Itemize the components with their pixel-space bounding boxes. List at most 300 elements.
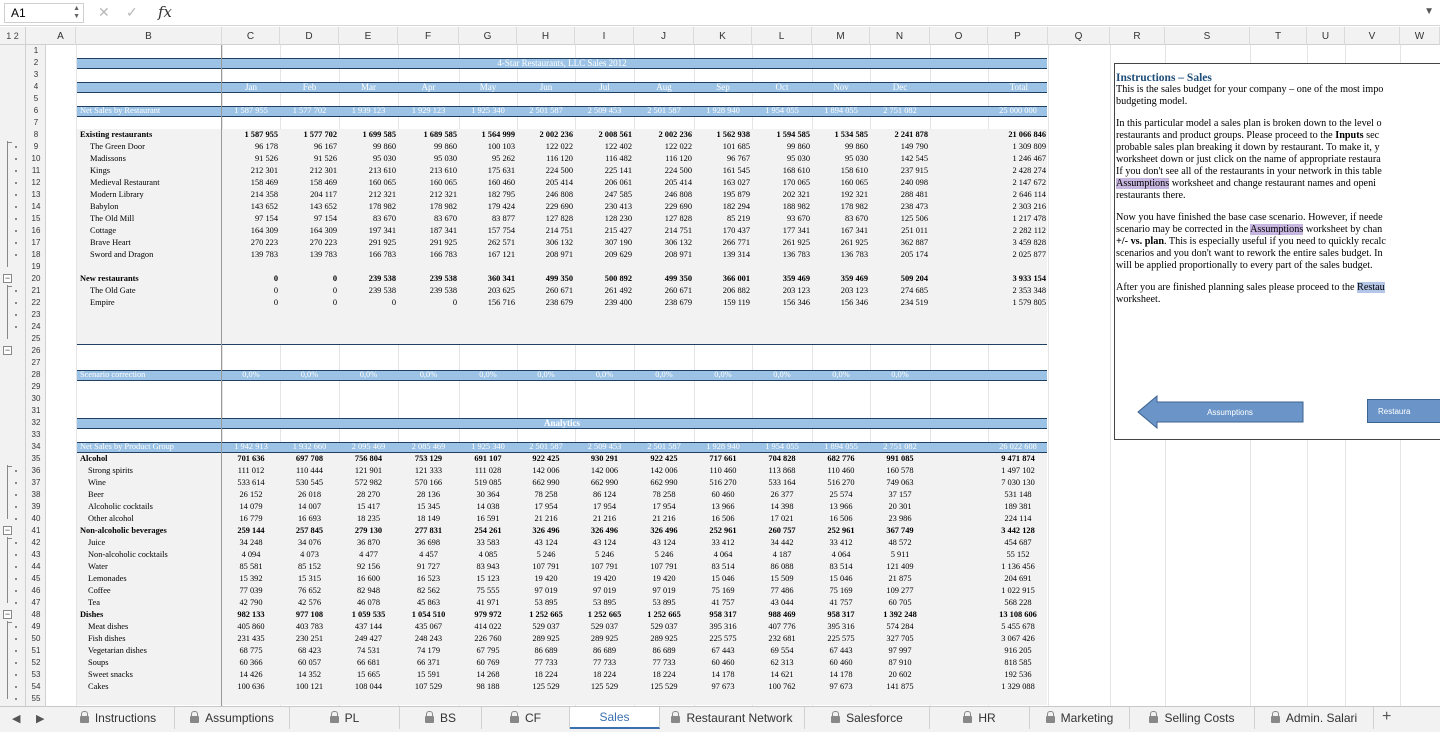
col-header-r[interactable]: R	[1110, 27, 1165, 45]
cell-value[interactable]: 1 252 665	[587, 610, 622, 619]
cell-value[interactable]: 1 954 055	[765, 106, 799, 115]
product-row[interactable]	[46, 645, 1440, 657]
cell-value[interactable]: 99 860	[844, 142, 868, 151]
row-header[interactable]: 52	[31, 658, 41, 667]
row-header[interactable]: 8	[33, 130, 39, 139]
row-header[interactable]: 18	[31, 250, 41, 259]
row-header[interactable]: 5	[33, 94, 39, 103]
sheet-tab-marketing[interactable]	[1030, 707, 1130, 729]
col-header-f[interactable]: F	[398, 27, 459, 45]
cell-value[interactable]: 13 966	[829, 502, 853, 511]
cell-value[interactable]: 3 442 128	[1001, 526, 1035, 535]
cell-value[interactable]: 988 469	[768, 610, 796, 619]
cell-value[interactable]: 1 939 123	[351, 106, 386, 115]
cell-value[interactable]: 239 538	[429, 274, 457, 283]
cell-value[interactable]: 17 954	[652, 502, 676, 511]
cell-value[interactable]: 99 860	[372, 142, 396, 151]
cell-value[interactable]: 21 216	[534, 514, 558, 523]
cell-value[interactable]: 25 000 000	[999, 106, 1037, 115]
cell-value[interactable]: 158 469	[309, 178, 337, 187]
row-header[interactable]: 47	[31, 598, 41, 607]
sheet-tab-admin-salari[interactable]	[1255, 707, 1374, 729]
cell-value[interactable]: 14 178	[829, 670, 853, 679]
cell-value[interactable]: 97 673	[829, 682, 853, 691]
cell-value[interactable]: 87 910	[888, 658, 912, 667]
cell-value[interactable]: 82 948	[356, 586, 381, 595]
outline-level-buttons[interactable]: 1 2	[0, 27, 26, 45]
cell-value[interactable]: 238 473	[900, 202, 928, 211]
cell-value[interactable]: 251 011	[901, 226, 928, 235]
cell-value[interactable]: 212 321	[368, 190, 396, 199]
cell-value[interactable]: 82 562	[416, 586, 441, 595]
col-header-o[interactable]: O	[930, 27, 988, 45]
cell-value[interactable]: 21 066 846	[1008, 130, 1046, 139]
cell-value[interactable]: 100 636	[237, 682, 265, 691]
cell-value[interactable]: 30 364	[476, 490, 500, 499]
cell-value[interactable]: 86 689	[652, 646, 676, 655]
cell-value[interactable]: 26 018	[297, 490, 322, 499]
cell-value[interactable]: 125 529	[590, 682, 619, 691]
cell-value[interactable]: 1 928 940	[706, 442, 740, 451]
cell-value[interactable]: 7 030 130	[1001, 478, 1035, 487]
cell-value[interactable]: 252 961	[709, 526, 737, 535]
cell-value[interactable]: 254 261	[474, 526, 502, 535]
cell-value[interactable]: 922 425	[650, 454, 678, 463]
product-row[interactable]	[46, 561, 1440, 573]
cell-value[interactable]: 530 545	[295, 478, 324, 487]
cell-value[interactable]: 36 870	[356, 538, 381, 547]
cell-value[interactable]: 246 808	[664, 190, 692, 199]
cell-value[interactable]: 230 251	[295, 634, 324, 643]
cell-value[interactable]: 531 148	[1004, 490, 1032, 499]
cell-value[interactable]: 307 190	[604, 238, 632, 247]
cell-value[interactable]: 110 460	[709, 466, 737, 475]
cell-value[interactable]: 46 078	[356, 598, 381, 607]
cell-value[interactable]: 533 164	[768, 478, 796, 487]
cell-value[interactable]: 1 534 585	[834, 130, 868, 139]
cell-value[interactable]: 125 506	[900, 214, 928, 223]
cell-value[interactable]: 704 828	[768, 454, 796, 463]
cell-value[interactable]: 175 631	[487, 166, 515, 175]
cell-value[interactable]: 662 990	[650, 478, 678, 487]
cell-value[interactable]: 205 414	[664, 178, 692, 187]
cell-value[interactable]: 224 500	[664, 166, 692, 175]
cell-value[interactable]: 2 303 216	[1012, 202, 1046, 211]
cell-value[interactable]: 288 481	[900, 190, 928, 199]
cell-value[interactable]: 270 223	[309, 238, 337, 247]
cell-value[interactable]: 1 929 123	[411, 106, 446, 115]
cell-value[interactable]: 15 509	[770, 574, 794, 583]
cell-value[interactable]: 291 925	[368, 238, 396, 247]
cell-value[interactable]: 42 790	[239, 598, 263, 607]
col-header-p[interactable]: P	[988, 27, 1048, 45]
cell-value[interactable]: 83 670	[433, 214, 457, 223]
cell-value[interactable]: 107 791	[532, 562, 560, 571]
cell-value[interactable]: 95 030	[433, 154, 457, 163]
cell-value[interactable]: 289 925	[532, 634, 560, 643]
cell-value[interactable]: 5 246	[595, 550, 614, 559]
cell-value[interactable]: 500 892	[604, 274, 632, 283]
cell-value[interactable]: 662 990	[590, 478, 619, 487]
cell-value[interactable]: 92 156	[356, 562, 381, 571]
cell-value[interactable]: 224 500	[545, 166, 573, 175]
cell-value[interactable]: 189 381	[1004, 502, 1032, 511]
cell-value[interactable]: 158 469	[250, 178, 278, 187]
cell-value[interactable]: 4 064	[713, 550, 733, 559]
cell-value[interactable]: 192 536	[1004, 670, 1032, 679]
cell-value[interactable]: 17 954	[534, 502, 558, 511]
cell-value[interactable]: 2 353 348	[1012, 286, 1046, 295]
col-header-q[interactable]: Q	[1048, 27, 1110, 45]
cell-value[interactable]: 260 671	[545, 286, 573, 295]
cell-value[interactable]: 37 157	[888, 490, 912, 499]
cell-value[interactable]: 0,0%	[537, 370, 555, 379]
row-header[interactable]: 28	[31, 370, 41, 379]
product-row[interactable]	[46, 681, 1440, 693]
cell-value[interactable]: 100 762	[768, 682, 796, 691]
cell-value[interactable]: 15 392	[239, 574, 263, 583]
cell-value[interactable]: 167 341	[840, 226, 868, 235]
cell-value[interactable]: 570 166	[414, 478, 443, 487]
cell-value[interactable]: 21 216	[592, 514, 617, 523]
cell-value[interactable]: 160 065	[429, 178, 457, 187]
row-header[interactable]: 40	[31, 514, 41, 523]
cell-value[interactable]: 239 538	[429, 286, 457, 295]
product-row[interactable]	[46, 621, 1440, 633]
cell-value[interactable]: 1 894 055	[824, 106, 858, 115]
cell-value[interactable]: 33 412	[829, 538, 853, 547]
row-header[interactable]: 32	[31, 418, 41, 427]
cell-value[interactable]: 96 167	[313, 142, 337, 151]
cell-value[interactable]: 141 875	[886, 682, 914, 691]
col-header-g[interactable]: G	[459, 27, 517, 45]
cell-value[interactable]: 367 749	[886, 526, 914, 535]
cell-value[interactable]: 149 790	[900, 142, 928, 151]
cell-value[interactable]: 205 174	[900, 250, 928, 259]
col-header-j[interactable]: J	[634, 27, 694, 45]
cell-value[interactable]: 142 545	[900, 154, 928, 163]
cell-value[interactable]: 95 030	[786, 154, 810, 163]
cell-value[interactable]: 9 471 874	[1001, 454, 1035, 463]
row-header[interactable]: 2	[33, 58, 39, 67]
cell-value[interactable]: 225 575	[827, 634, 855, 643]
cell-value[interactable]: 18 235	[356, 514, 381, 523]
cell-value[interactable]: 97 154	[254, 214, 278, 223]
cell-value[interactable]: 252 961	[827, 526, 855, 535]
cell-value[interactable]: 2 002 236	[539, 130, 573, 139]
sheet-tab-instructions[interactable]	[62, 707, 175, 729]
row-header[interactable]: 36	[31, 466, 41, 475]
product-row[interactable]	[46, 633, 1440, 645]
cell-value[interactable]: 136 783	[782, 250, 810, 259]
cell-value[interactable]: 405 860	[237, 622, 265, 631]
cell-value[interactable]: 922 425	[532, 454, 560, 463]
row-header[interactable]: 38	[31, 490, 41, 499]
cell-value[interactable]: 289 925	[650, 634, 678, 643]
col-header-c[interactable]: C	[222, 27, 280, 45]
sheet-tab-cf[interactable]	[482, 707, 570, 729]
row-header[interactable]: 4	[33, 82, 39, 91]
col-header-e[interactable]: E	[339, 27, 398, 45]
cell-value[interactable]: 1 022 915	[1001, 586, 1035, 595]
cell-value[interactable]: 529 037	[532, 622, 560, 631]
cell-value[interactable]: 2 501 587	[529, 106, 563, 115]
cell-value[interactable]: 277 831	[414, 526, 443, 535]
cell-value[interactable]: 247 585	[604, 190, 632, 199]
col-header-b[interactable]: B	[76, 27, 222, 45]
cell-value[interactable]: 20 602	[888, 670, 912, 679]
cell-value[interactable]: 156 346	[782, 298, 810, 307]
cell-value[interactable]: 188 982	[782, 202, 810, 211]
cell-value[interactable]: 327 705	[886, 634, 914, 643]
sheet-tab-salesforce[interactable]	[805, 707, 930, 729]
row-header[interactable]: 7	[33, 118, 39, 127]
cell-value[interactable]: 15 046	[829, 574, 853, 583]
cell-value[interactable]: 125 529	[532, 682, 560, 691]
cell-value[interactable]: 756 804	[354, 454, 383, 463]
cell-value[interactable]: 982 133	[237, 610, 265, 619]
cell-value[interactable]: 977 108	[295, 610, 324, 619]
cell-value[interactable]: 192 321	[840, 190, 868, 199]
cell-value[interactable]: 15 123	[476, 574, 500, 583]
cell-value[interactable]: 1 689 585	[423, 130, 457, 139]
cell-value[interactable]: 28 270	[356, 490, 381, 499]
fx-icon[interactable]: fx	[158, 3, 173, 21]
cell-value[interactable]: 306 132	[664, 238, 692, 247]
cell-value[interactable]: 160 460	[487, 178, 515, 187]
cell-value[interactable]: 499 350	[545, 274, 573, 283]
sheet-tab-restaurant-network[interactable]	[660, 707, 805, 729]
cell-value[interactable]: 77 733	[652, 658, 676, 667]
cell-value[interactable]: 95 262	[491, 154, 515, 163]
cell-value[interactable]: 78 258	[534, 490, 558, 499]
cell-value[interactable]: 697 708	[295, 454, 324, 463]
cell-value[interactable]: 107 791	[650, 562, 678, 571]
cell-value[interactable]: 41 971	[476, 598, 500, 607]
cell-value[interactable]: 41 757	[829, 598, 853, 607]
cell-value[interactable]: 197 341	[368, 226, 396, 235]
cell-value[interactable]: 139 783	[309, 250, 337, 259]
expand-formula-icon[interactable]: ▼	[1424, 6, 1434, 17]
cell-value[interactable]: 21 875	[888, 574, 912, 583]
cell-value[interactable]: 212 301	[309, 166, 337, 175]
col-header-u[interactable]: U	[1307, 27, 1345, 45]
cell-value[interactable]: 60 769	[476, 658, 500, 667]
cell-value[interactable]: 237 915	[900, 166, 928, 175]
cell-value[interactable]: 163 027	[722, 178, 750, 187]
cell-value[interactable]: 214 358	[250, 190, 278, 199]
cell-value[interactable]: 240 098	[900, 178, 928, 187]
cell-value[interactable]: 182 795	[487, 190, 515, 199]
cell-value[interactable]: 2 501 587	[647, 442, 681, 451]
cell-value[interactable]: 77 039	[239, 586, 263, 595]
col-header-k[interactable]: K	[694, 27, 752, 45]
cell-value[interactable]: 13 108 606	[999, 610, 1037, 619]
cell-value[interactable]: 326 496	[590, 526, 619, 535]
cell-value[interactable]: 60 705	[888, 598, 912, 607]
cell-value[interactable]: 26 152	[239, 490, 263, 499]
cell-value[interactable]: 43 124	[534, 538, 558, 547]
product-row[interactable]	[46, 669, 1440, 681]
cell-value[interactable]: 17 021	[770, 514, 794, 523]
cell-value[interactable]: 96 767	[726, 154, 750, 163]
cell-value[interactable]: 83 514	[829, 562, 853, 571]
worksheet-grid[interactable]	[46, 45, 1440, 706]
cell-value[interactable]: 266 771	[722, 238, 750, 247]
cell-value[interactable]: 33 412	[711, 538, 735, 547]
cell-value[interactable]: 2 646 114	[1012, 190, 1046, 199]
cell-value[interactable]: 55 152	[1006, 550, 1030, 559]
cell-value[interactable]: 260 671	[664, 286, 692, 295]
cell-value[interactable]: 326 496	[532, 526, 560, 535]
col-header-v[interactable]: V	[1345, 27, 1400, 45]
row-header[interactable]: 1	[33, 46, 39, 55]
cell-value[interactable]: 0	[332, 286, 337, 295]
cell-value[interactable]: 203 625	[487, 286, 515, 295]
collapse-group-button[interactable]: −	[4, 525, 11, 535]
cell-value[interactable]: 1 564 999	[481, 130, 515, 139]
cell-value[interactable]: 179 424	[487, 202, 515, 211]
cell-value[interactable]: 99 860	[786, 142, 810, 151]
cell-value[interactable]: 116 120	[546, 154, 573, 163]
cell-value[interactable]: 2 147 672	[1012, 178, 1046, 187]
cell-value[interactable]: 229 690	[664, 202, 692, 211]
col-header-l[interactable]: L	[752, 27, 812, 45]
product-row[interactable]	[46, 597, 1440, 609]
row-header[interactable]: 31	[31, 406, 41, 415]
cell-value[interactable]: 166 783	[368, 250, 396, 259]
cell-value[interactable]: 83 877	[491, 214, 515, 223]
col-header-a[interactable]: A	[46, 27, 76, 45]
cell-value[interactable]: 279 130	[354, 526, 383, 535]
cell-value[interactable]: 62 313	[770, 658, 794, 667]
cell-value[interactable]: 187 341	[429, 226, 457, 235]
cell-value[interactable]: 178 982	[840, 202, 868, 211]
cell-value[interactable]: 67 443	[829, 646, 853, 655]
cell-value[interactable]: 0,0%	[242, 370, 260, 379]
cell-value[interactable]: 74 179	[416, 646, 441, 655]
cell-value[interactable]: 574 284	[886, 622, 914, 631]
cell-value[interactable]: 0	[332, 274, 337, 283]
cell-value[interactable]: 231 435	[237, 634, 265, 643]
cell-value[interactable]: 139 783	[250, 250, 278, 259]
cell-value[interactable]: 239 400	[604, 298, 632, 307]
cell-value[interactable]: 121 901	[354, 466, 383, 475]
cell-value[interactable]: 67 443	[711, 646, 735, 655]
cell-value[interactable]: 97 154	[313, 214, 337, 223]
cell-value[interactable]: 110 444	[296, 466, 323, 475]
cell-value[interactable]: 0,0%	[479, 370, 497, 379]
cell-value[interactable]: 136 783	[840, 250, 868, 259]
cell-value[interactable]: 53 895	[652, 598, 676, 607]
cell-value[interactable]: 5 911	[890, 550, 910, 559]
cell-value[interactable]: 1 054 510	[411, 610, 446, 619]
cell-value[interactable]: 68 423	[297, 646, 322, 655]
row-header[interactable]: 6	[33, 106, 39, 115]
cell-value[interactable]: 261 925	[782, 238, 810, 247]
cell-value[interactable]: 160 578	[886, 466, 914, 475]
cell-value[interactable]: 14 621	[770, 670, 794, 679]
cell-value[interactable]: 107 791	[590, 562, 619, 571]
cell-value[interactable]: 75 555	[476, 586, 500, 595]
cell-value[interactable]: 16 523	[416, 574, 441, 583]
sheet-tab-sales[interactable]	[570, 707, 660, 729]
row-header[interactable]: 29	[31, 382, 41, 391]
product-row[interactable]	[46, 549, 1440, 561]
cell-value[interactable]: 1 925 340	[471, 442, 505, 451]
sheet-tab-selling-costs[interactable]	[1130, 707, 1255, 729]
cell-value[interactable]: 111 028	[474, 466, 502, 475]
cell-value[interactable]: 717 661	[709, 454, 737, 463]
cell-value[interactable]: 0	[273, 298, 278, 307]
cell-value[interactable]: 14 426	[239, 670, 263, 679]
cell-value[interactable]: 214 751	[545, 226, 573, 235]
cell-value[interactable]: 97 997	[888, 646, 912, 655]
cell-value[interactable]: 83 514	[711, 562, 735, 571]
cell-value[interactable]: 60 366	[239, 658, 263, 667]
cell-value[interactable]: 99 860	[433, 142, 457, 151]
cell-value[interactable]: 2 241 878	[894, 130, 928, 139]
cell-value[interactable]: 246 808	[545, 190, 573, 199]
row-header[interactable]: 27	[31, 358, 41, 367]
cell-value[interactable]: 366 001	[722, 274, 750, 283]
product-row[interactable]	[46, 513, 1440, 525]
cell-value[interactable]: 26 022 608	[999, 442, 1037, 451]
cell-value[interactable]: 86 689	[534, 646, 558, 655]
cell-value[interactable]: 203 123	[840, 286, 868, 295]
collapse-group-button[interactable]: −	[4, 345, 11, 355]
cell-value[interactable]: 203 123	[782, 286, 810, 295]
cell-value[interactable]: 156 716	[487, 298, 515, 307]
row-header[interactable]: 33	[31, 430, 41, 439]
cell-value[interactable]: 98 188	[476, 682, 500, 691]
cell-value[interactable]: 23 986	[888, 514, 912, 523]
cell-value[interactable]: 109 277	[886, 586, 914, 595]
cell-value[interactable]: 2 509 453	[587, 442, 622, 451]
cell-value[interactable]: 164 309	[309, 226, 337, 235]
cell-value[interactable]: 202 321	[782, 190, 810, 199]
cell-value[interactable]: 178 982	[429, 202, 457, 211]
cell-value[interactable]: 529 037	[590, 622, 619, 631]
cell-value[interactable]: 1 587 955	[244, 130, 278, 139]
row-header[interactable]: 55	[31, 694, 41, 703]
col-header-h[interactable]: H	[517, 27, 575, 45]
row-header[interactable]: 12	[31, 178, 41, 187]
cell-value[interactable]: 1 699 585	[362, 130, 396, 139]
cell-value[interactable]: 0,0%	[655, 370, 673, 379]
cell-value[interactable]: 1 059 535	[351, 610, 386, 619]
cell-value[interactable]: 701 636	[237, 454, 265, 463]
cell-value[interactable]: 25 574	[829, 490, 853, 499]
col-header-i[interactable]: I	[575, 27, 634, 45]
cell-value[interactable]: 83 670	[372, 214, 396, 223]
cell-value[interactable]: 1 136 456	[1001, 562, 1035, 571]
product-row[interactable]	[46, 453, 1440, 465]
cell-value[interactable]: 1 928 940	[706, 106, 740, 115]
cell-value[interactable]: 499 350	[664, 274, 692, 283]
cell-value[interactable]: 116 482	[605, 154, 632, 163]
cell-value[interactable]: 516 270	[827, 478, 855, 487]
cell-value[interactable]: 0,0%	[419, 370, 438, 379]
cell-value[interactable]: 161 545	[722, 166, 750, 175]
row-header[interactable]: 54	[31, 682, 41, 691]
cell-value[interactable]: 28 136	[416, 490, 441, 499]
cell-value[interactable]: 95 030	[844, 154, 868, 163]
cell-value[interactable]: 270 223	[250, 238, 278, 247]
row-header[interactable]: 43	[31, 550, 41, 559]
row-header[interactable]: 26	[31, 346, 41, 355]
cell-value[interactable]: 69 554	[770, 646, 794, 655]
